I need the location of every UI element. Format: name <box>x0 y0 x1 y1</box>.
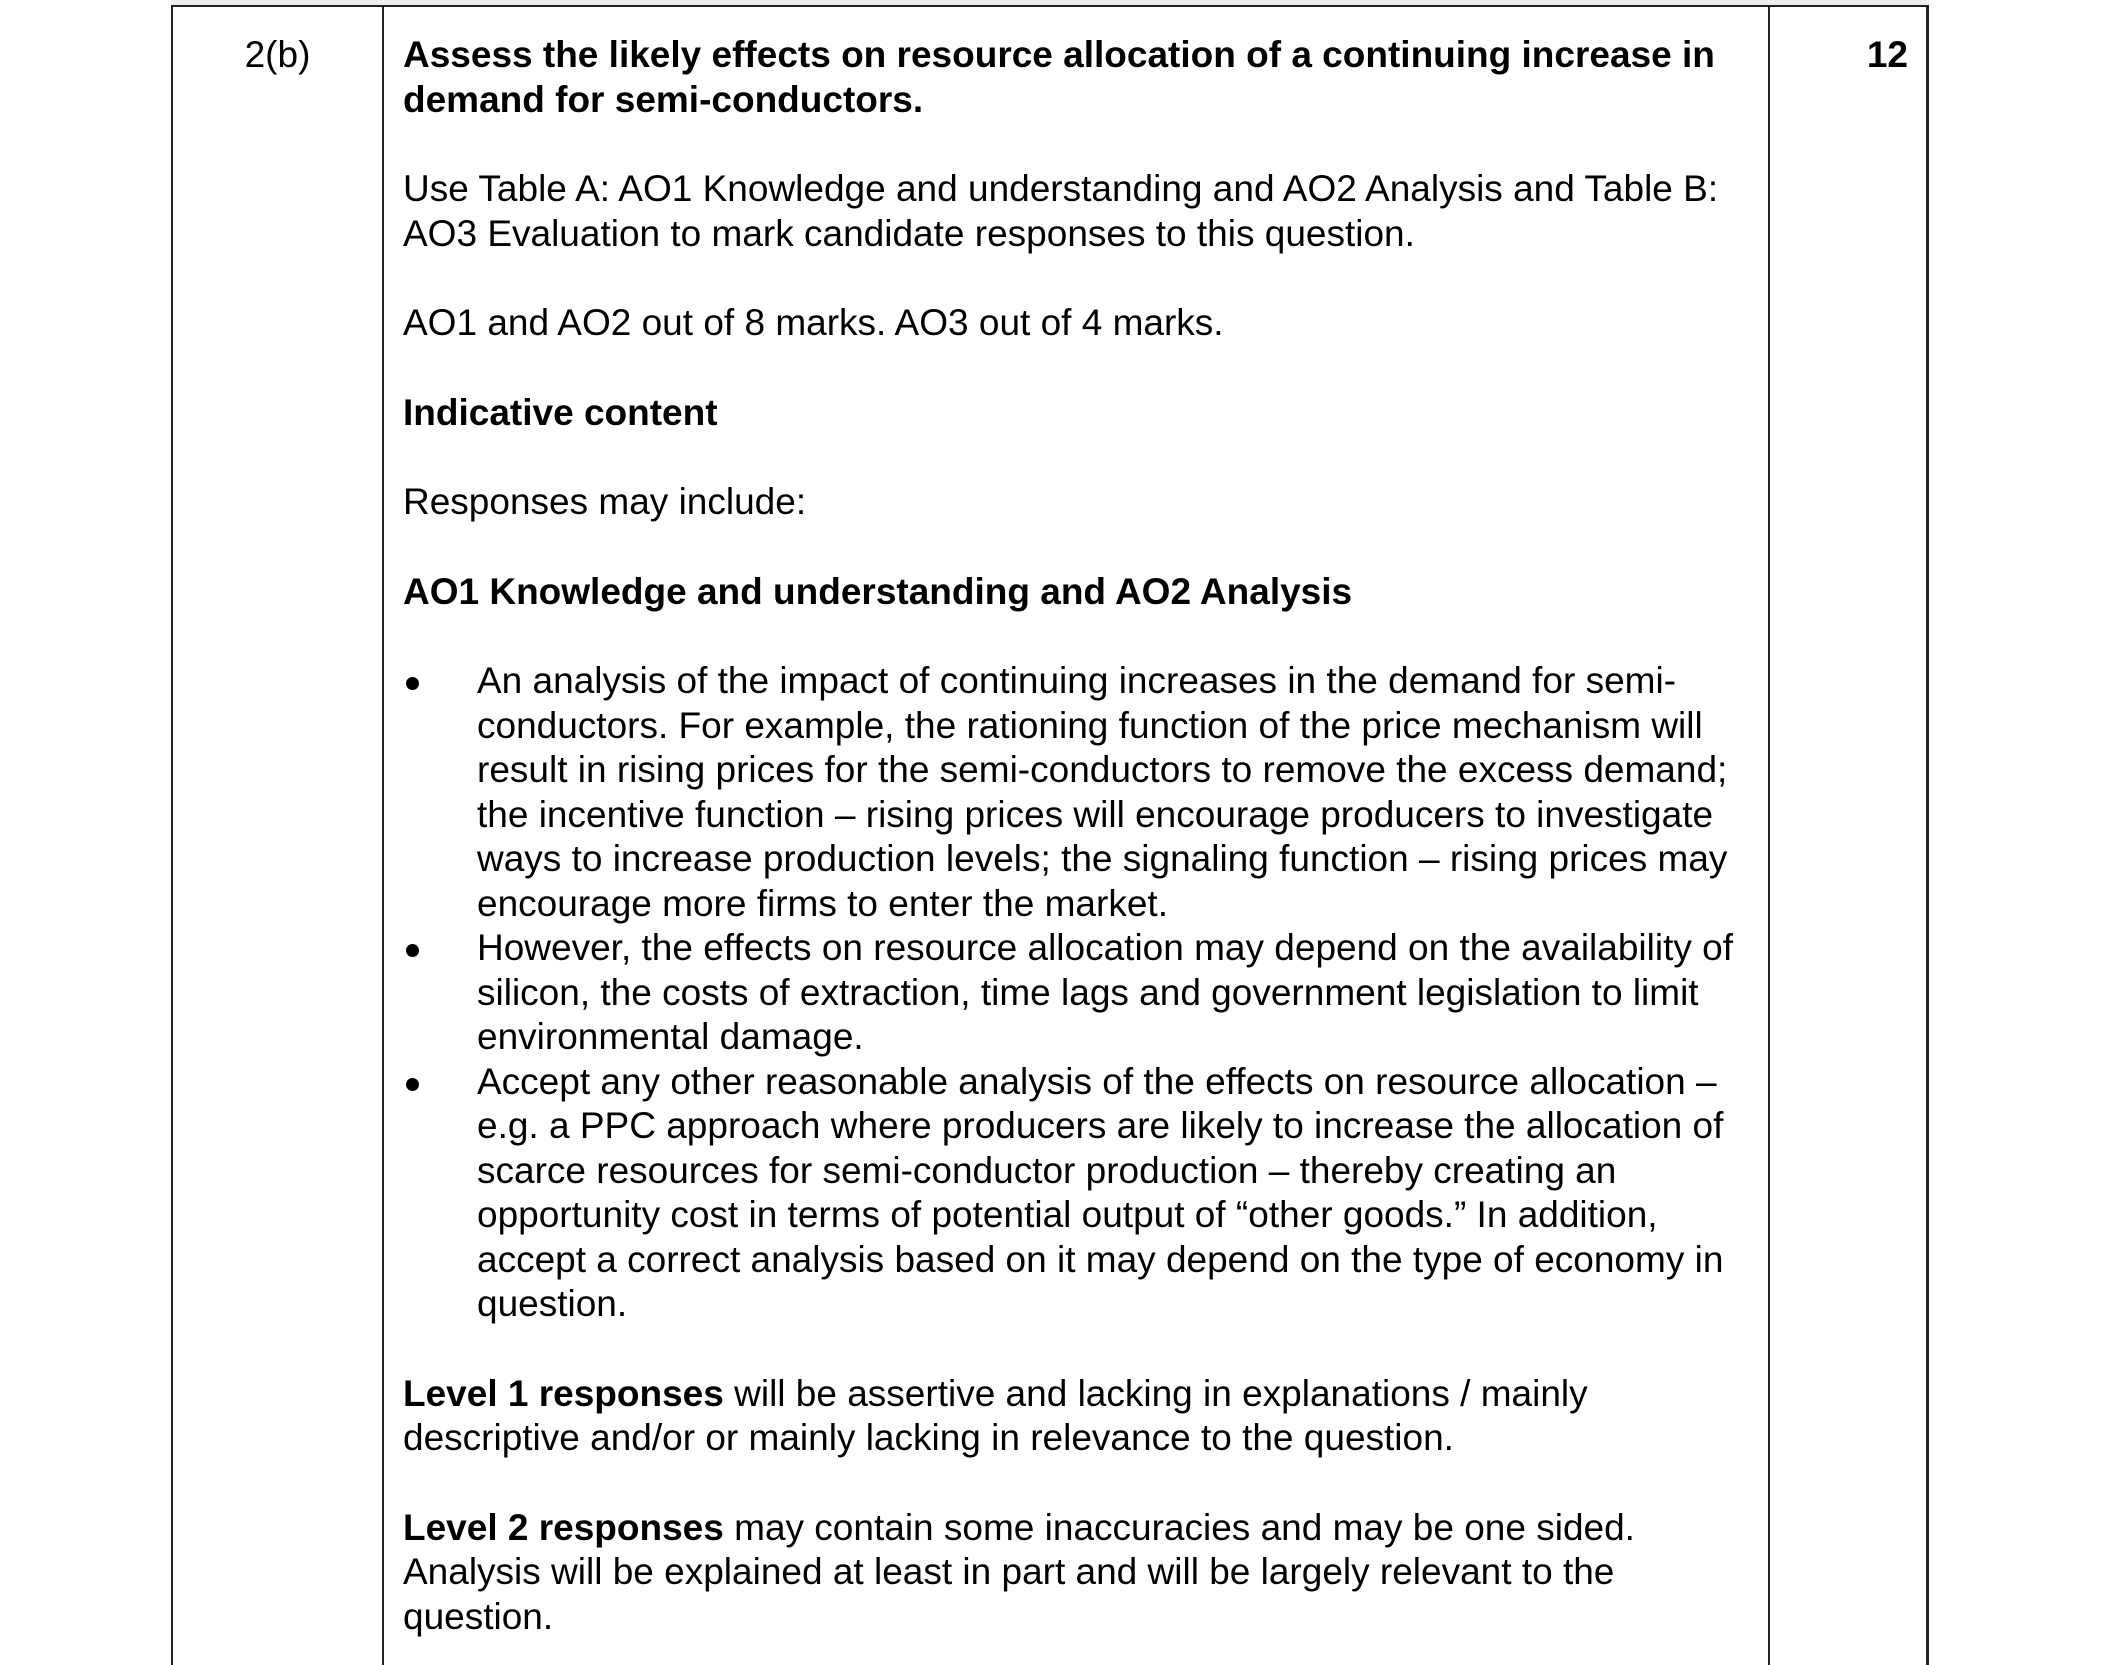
bullet-item <box>403 926 1763 1060</box>
question-prompt: Assess the likely effects on resource allocation of a continuing increase in demand for semi-conductors. <box>403 34 1715 120</box>
question-number: 2(b) <box>244 34 311 75</box>
column-divider <box>1768 7 1770 1665</box>
level-2-descriptor <box>403 1506 1763 1640</box>
bullet-icon <box>406 944 419 957</box>
marking-instructions: Use Table A: AO1 Knowledge and understanding and AO2 Analysis and Table B: AO3 Evaluation to mark candidate responses to this question. <box>403 168 1719 254</box>
ao-heading: AO1 Knowledge and understanding and AO2 Analysis <box>403 570 1353 612</box>
level-1-text: will be assertive and lacking in explanations / mainly descriptive and/or or mainly lacking in relevance to the question. <box>403 1372 1588 1458</box>
level-2-label: Level 2 responses <box>403 1506 724 1548</box>
bullet-text: However, the effects on resource allocation may depend on the availability of silicon, the costs of extraction, time lags and government legislation to limit environmental damage. <box>477 927 1734 1057</box>
bullet-icon <box>406 677 419 690</box>
marks-value: 12 <box>1866 34 1908 75</box>
responses-intro: Responses may include: <box>403 481 807 522</box>
marks-cell <box>1770 33 1926 77</box>
indicative-bullets <box>403 659 1763 1327</box>
level-2-text: may contain some inaccuracies and may be one sided. Analysis will be explained at least in part and will be largely relevant to the question. <box>403 1506 1635 1637</box>
bullet-icon <box>406 1078 419 1091</box>
level-1-descriptor <box>403 1372 1763 1461</box>
bullet-item <box>403 1060 1763 1327</box>
indicative-content-heading: Indicative content <box>403 391 718 433</box>
column-divider <box>382 7 384 1665</box>
bullet-item <box>403 659 1763 926</box>
bullet-text: An analysis of the impact of continuing increases in the demand for semi-conductors. For example, the rationing function of the price mechanism will result in rising prices for the semi-conductors to remove the excess demand; the incentive function – rising prices will encourage producers to investigate ways to increase production levels; the signaling function – rising prices may encourage more firms to enter the market. <box>477 660 1728 924</box>
bullet-text: Accept any other reasonable analysis of the effects on resource allocation – e.g. a PPC approach where producers are likely to increase the allocation of scarce resources for semi-conductor production – thereby creating an opportunity cost in terms of potential output of “other goods.” In addition, accept a correct analysis based on it may depend on the type of economy in question. <box>477 1060 1724 1324</box>
level-1-label: Level 1 responses <box>403 1372 724 1414</box>
mark-split: AO1 and AO2 out of 8 marks. AO3 out of 4 marks. <box>403 302 1224 343</box>
answer-guidance <box>403 33 1763 1639</box>
mark-scheme-table <box>171 5 1929 1665</box>
